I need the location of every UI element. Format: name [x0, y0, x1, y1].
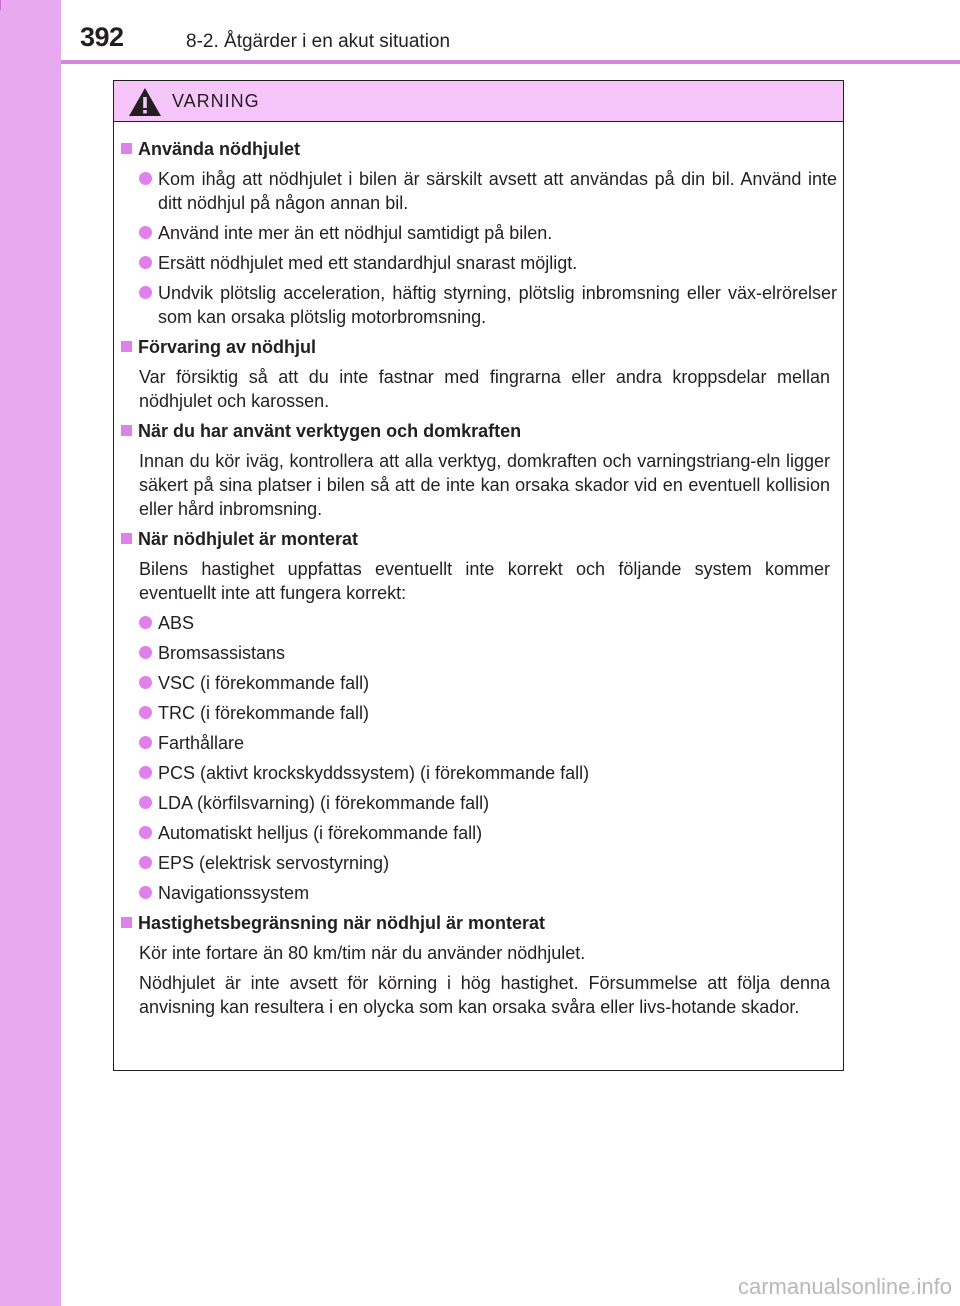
- warning-content: [114, 137, 845, 1025]
- warning-triangle-icon: [128, 87, 162, 117]
- round-bullet-icon: [139, 226, 152, 239]
- list-item: PCS (aktivt krockskyddssystem) (i förekommande fall): [114, 761, 845, 785]
- list-item: VSC (i förekommande fall): [114, 671, 845, 695]
- paragraph: Kör inte fortare än 80 km/tim när du använder nödhjulet.: [139, 943, 586, 963]
- list-item: Automatiskt helljus (i förekommande fall): [114, 821, 845, 845]
- round-bullet-icon: [139, 736, 152, 749]
- list-item: TRC (i förekommande fall): [114, 701, 845, 725]
- round-bullet-icon: [139, 172, 152, 185]
- warning-header: [114, 81, 843, 122]
- section-heading: När du har använt verktygen och domkraften: [114, 419, 845, 443]
- list-item: Navigationssystem: [114, 881, 845, 905]
- round-bullet-icon: [139, 706, 152, 719]
- paragraph: Var försiktig så att du inte fastnar med fingrarna eller andra kroppsdelar mellan nödhjulet och karossen.: [139, 367, 830, 411]
- round-bullet-icon: [139, 826, 152, 839]
- round-bullet-icon: [139, 676, 152, 689]
- list-item: Bromsassistans: [114, 641, 845, 665]
- section-heading: När nödhjulet är monterat: [114, 527, 845, 551]
- page-number: 392: [80, 22, 124, 52]
- crop-mark: [0, 0, 1, 10]
- list-item: LDA (körfilsvarning) (i förekommande fall): [114, 791, 845, 815]
- square-bullet-icon: [121, 533, 132, 544]
- section-heading: Använda nödhjulet: [114, 137, 845, 161]
- paragraph: Nödhjulet är inte avsett för körning i hög hastighet. Försummelse att följa denna anvisning kan resultera i en olycka som kan orsaka svåra eller livs-hotande skador.: [139, 973, 830, 1017]
- list-item: Undvik plötslig acceleration, häftig styrning, plötslig inbromsning eller väx-elrörelser som kan orsaka plötslig motorbromsning.: [114, 281, 845, 329]
- square-bullet-icon: [121, 917, 132, 928]
- list-item: Farthållare: [114, 731, 845, 755]
- paragraph: Innan du kör iväg, kontrollera att alla verktyg, domkraften och varningstriang-eln ligger säkert på sina platser i bilen så att de inte kan orsaka skador vid en eventuell kollision eller hård inbromsning.: [139, 451, 830, 519]
- square-bullet-icon: [121, 341, 132, 352]
- list-item: Ersätt nödhjulet med ett standardhjul snarast möjligt.: [114, 251, 845, 275]
- round-bullet-icon: [139, 286, 152, 299]
- round-bullet-icon: [139, 256, 152, 269]
- header-divider: [61, 60, 960, 64]
- watermark: carmanualsonline.info: [737, 1274, 952, 1299]
- round-bullet-icon: [139, 886, 152, 899]
- round-bullet-icon: [139, 856, 152, 869]
- square-bullet-icon: [121, 143, 132, 154]
- warning-box: [113, 80, 844, 1071]
- list-item: ABS: [114, 611, 845, 635]
- round-bullet-icon: [139, 616, 152, 629]
- warning-label: VARNING: [172, 91, 260, 111]
- list-item: Kom ihåg att nödhjulet i bilen är särskilt avsett att användas på din bil. Använd inte ditt nödhjul på någon annan bil.: [114, 167, 845, 215]
- list-item: Använd inte mer än ett nödhjul samtidigt på bilen.: [114, 221, 845, 245]
- page-side-tab: [0, 0, 61, 1306]
- round-bullet-icon: [139, 766, 152, 779]
- round-bullet-icon: [139, 796, 152, 809]
- paragraph: Bilens hastighet uppfattas eventuellt inte korrekt och följande system kommer eventuellt inte att fungera korrekt:: [139, 559, 830, 603]
- section-heading: Förvaring av nödhjul: [114, 335, 845, 359]
- section-heading: Hastighetsbegränsning när nödhjul är monterat: [114, 911, 845, 935]
- section-title: 8-2. Åtgärder i en akut situation: [186, 31, 451, 52]
- round-bullet-icon: [139, 646, 152, 659]
- square-bullet-icon: [121, 425, 132, 436]
- list-item: EPS (elektrisk servostyrning): [114, 851, 845, 875]
